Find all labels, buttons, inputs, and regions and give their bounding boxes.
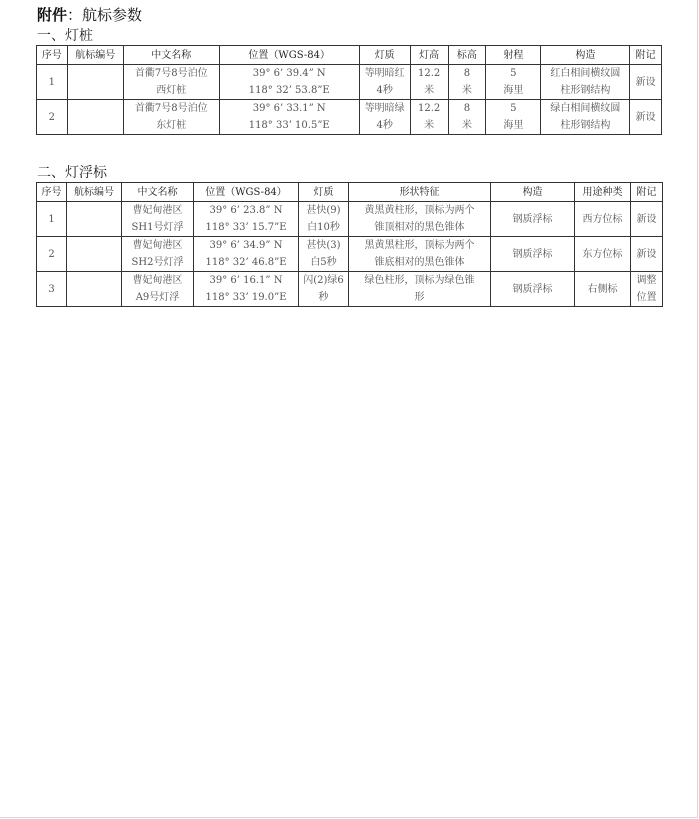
col-header: 构造	[541, 46, 630, 65]
cell-no: 2	[37, 100, 68, 135]
cell-line: 绿白相间横纹圆	[550, 103, 621, 114]
cell-no: 3	[37, 272, 67, 307]
attachment-title	[37, 4, 142, 25]
cell-line: 新设	[636, 213, 657, 225]
table1-header-row	[37, 46, 662, 65]
cell-name	[123, 100, 219, 135]
cell-line: 柱形钢结构	[560, 85, 611, 96]
cell-line: SH2号灯浮	[131, 257, 184, 268]
cell-line: 甚快(9)	[306, 205, 341, 216]
cell-position	[194, 237, 299, 272]
cell-line: 首衢7号8号泊位	[134, 103, 208, 114]
col-header: 序号	[37, 46, 68, 65]
cell-line: 海里	[503, 120, 524, 131]
col-header: 位置（WGS-84）	[194, 183, 299, 202]
cell-line: 12.2	[417, 103, 441, 114]
cell-structure	[541, 100, 630, 135]
cell-light	[359, 100, 410, 135]
cell-line: 首衢7号8号泊位	[134, 68, 208, 79]
cell-line: 米	[424, 85, 435, 96]
cell-line: 39° 6’ 16.1” N	[209, 275, 283, 286]
cell-line: 闪(2)绿6	[303, 275, 344, 286]
col-header: 灯质	[299, 183, 349, 202]
cell-line: 4秒	[376, 85, 393, 96]
light-buoy-table	[36, 182, 663, 307]
cell-line: 39° 6’ 34.9” N	[209, 240, 283, 251]
cell-line: 秒	[318, 292, 329, 303]
cell-line: 118° 33’ 10.5”E	[248, 120, 330, 131]
cell-usage: 右侧标	[575, 272, 631, 307]
cell-range	[486, 65, 541, 100]
cell-line: 锥顶相对的黑色锥体	[374, 222, 465, 233]
table-row	[37, 65, 662, 100]
cell-line: SH1号灯浮	[131, 222, 184, 233]
cell-mark-height	[448, 100, 486, 135]
cell-line: 米	[424, 120, 435, 131]
cell-structure: 钢质浮标	[491, 272, 575, 307]
col-header: 用途种类	[575, 183, 631, 202]
cell-line: 等明暗红	[364, 68, 405, 79]
cell-line: 位置	[636, 292, 657, 303]
cell-structure: 钢质浮标	[491, 237, 575, 272]
col-header: 中文名称	[123, 46, 219, 65]
cell-note	[631, 202, 663, 237]
cell-line: 绿色柱形，顶标为绿色锥	[364, 275, 475, 286]
cell-no: 2	[37, 237, 67, 272]
cell-line: 118° 33’ 15.7”E	[205, 222, 287, 233]
col-header: 航标编号	[67, 183, 122, 202]
cell-line: 118° 33’ 19.0”E	[205, 292, 287, 303]
cell-line: 曹妃甸港区	[132, 275, 183, 286]
cell-light	[359, 65, 410, 100]
cell-light	[299, 237, 349, 272]
cell-position	[219, 65, 359, 100]
cell-light	[299, 272, 349, 307]
cell-line: 12.2	[417, 68, 441, 79]
section1-title: 一、灯桩	[37, 28, 93, 44]
table2-header-row	[37, 183, 663, 202]
col-header: 附记	[630, 46, 662, 65]
cell-line: 5	[510, 103, 517, 114]
cell-line: 红白相间横纹圆	[550, 68, 621, 79]
cell-code	[67, 100, 123, 135]
cell-line: 等明暗绿	[364, 103, 405, 114]
cell-no: 1	[37, 65, 68, 100]
col-header: 序号	[37, 183, 67, 202]
cell-code	[67, 272, 122, 307]
section2-title: 二、灯浮标	[37, 165, 107, 181]
cell-name	[122, 237, 194, 272]
col-header: 中文名称	[122, 183, 194, 202]
cell-no: 1	[37, 202, 67, 237]
light-beacon-table	[36, 45, 662, 135]
cell-name	[123, 65, 219, 100]
col-header: 形状特征	[349, 183, 491, 202]
cell-shape	[349, 237, 491, 272]
cell-line: 新设	[636, 248, 657, 260]
cell-line: 白10秒	[307, 222, 340, 233]
cell-usage: 西方位标	[575, 202, 631, 237]
cell-code	[67, 202, 122, 237]
cell-line: 形	[414, 292, 425, 303]
cell-structure	[541, 65, 630, 100]
cell-position	[194, 202, 299, 237]
cell-line: 黄黑黄柱形，顶标为两个	[364, 205, 475, 216]
col-header: 灯高	[410, 46, 448, 65]
cell-name	[122, 272, 194, 307]
cell-line: 8	[463, 68, 471, 79]
cell-code	[67, 65, 123, 100]
attachment-subtitle: ：航标参数	[67, 6, 143, 24]
cell-line: 曹妃甸港区	[132, 205, 183, 216]
cell-line: 黑黄黑柱形，顶标为两个	[364, 240, 475, 251]
cell-line: 米	[461, 120, 472, 131]
table-row	[37, 202, 663, 237]
cell-line: 甚快(3)	[306, 240, 341, 251]
col-header: 标高	[448, 46, 486, 65]
cell-line: 柱形钢结构	[560, 120, 611, 131]
cell-name	[122, 202, 194, 237]
cell-range	[486, 100, 541, 135]
col-header: 位置（WGS-84）	[219, 46, 359, 65]
cell-line: 锥底相对的黑色锥体	[374, 257, 465, 268]
cell-line: 4秒	[376, 120, 393, 131]
cell-line: 东灯桩	[156, 120, 187, 131]
cell-light-height	[410, 100, 448, 135]
cell-position	[219, 100, 359, 135]
col-header: 灯质	[359, 46, 410, 65]
cell-light	[299, 202, 349, 237]
cell-line: 5	[510, 68, 517, 79]
cell-note	[631, 272, 663, 307]
table-row	[37, 237, 663, 272]
cell-usage: 东方位标	[575, 237, 631, 272]
col-header: 附记	[631, 183, 663, 202]
table-row	[37, 100, 662, 135]
cell-note: 新设	[630, 65, 662, 100]
cell-line: 8	[463, 103, 471, 114]
cell-line: 118° 32’ 46.8”E	[205, 257, 287, 268]
cell-mark-height	[448, 65, 486, 100]
cell-line: A9号灯浮	[135, 292, 180, 303]
cell-note: 新设	[630, 100, 662, 135]
col-header: 射程	[486, 46, 541, 65]
cell-code	[67, 237, 122, 272]
table-row	[37, 272, 663, 307]
cell-line: 曹妃甸港区	[132, 240, 183, 251]
cell-line: 39° 6’ 39.4” N	[252, 68, 326, 79]
cell-line: 39° 6’ 23.8” N	[209, 205, 283, 216]
attachment-label: 附件	[37, 6, 68, 24]
col-header: 航标编号	[67, 46, 123, 65]
cell-line: 39° 6’ 33.1” N	[252, 103, 326, 114]
cell-structure: 钢质浮标	[491, 202, 575, 237]
cell-line: 调整	[636, 275, 657, 286]
cell-light-height	[410, 65, 448, 100]
cell-line: 海里	[503, 85, 524, 96]
cell-shape	[349, 272, 491, 307]
cell-line: 白5秒	[310, 257, 337, 268]
cell-note	[631, 237, 663, 272]
cell-line: 118° 32’ 53.8”E	[248, 85, 330, 96]
cell-line: 米	[461, 85, 472, 96]
cell-shape	[349, 202, 491, 237]
cell-line: 西灯桩	[156, 85, 187, 96]
cell-position	[194, 272, 299, 307]
col-header: 构造	[491, 183, 575, 202]
